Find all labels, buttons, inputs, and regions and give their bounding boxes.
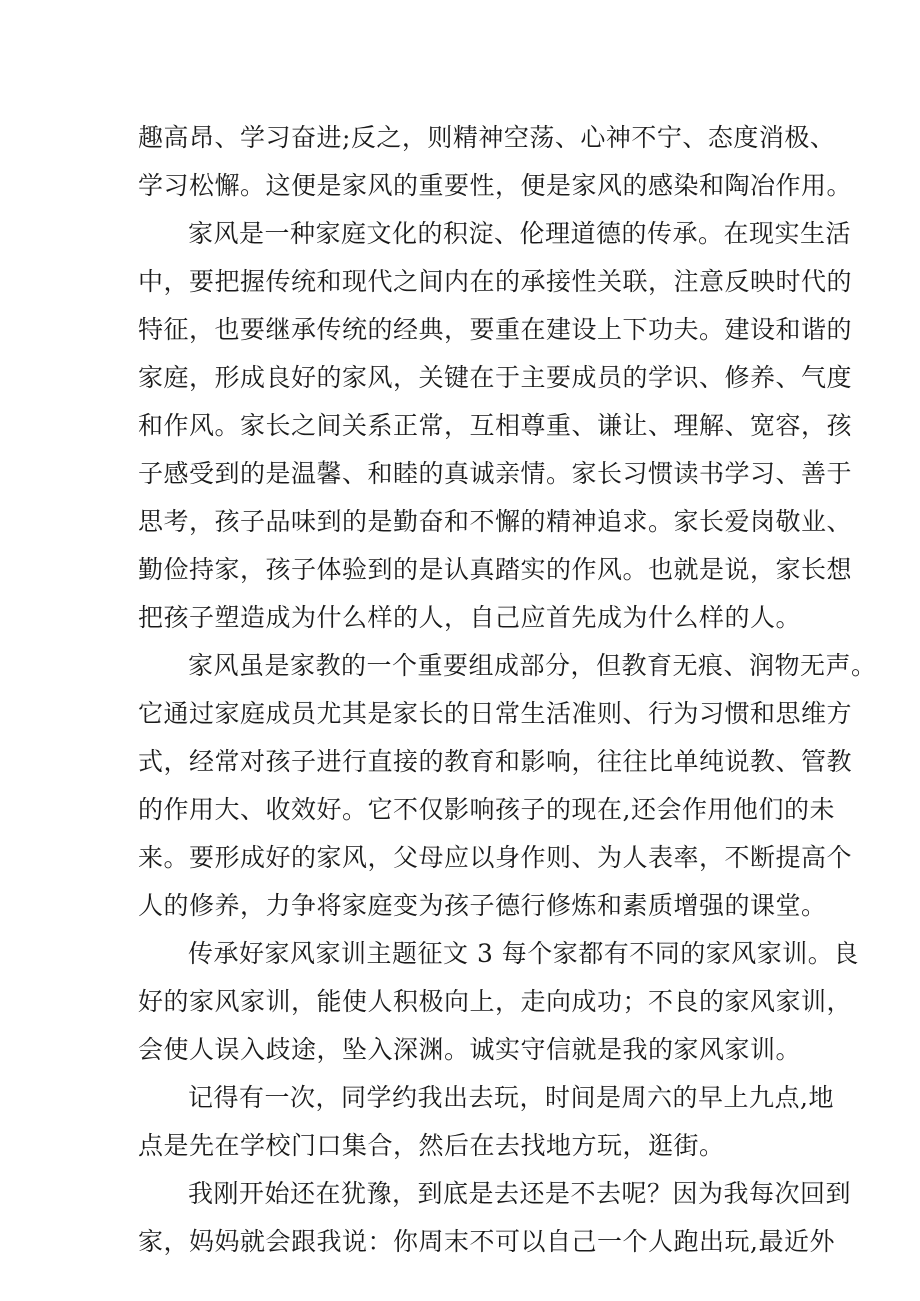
text-line: 中，要把握传统和现代之间内在的承接性关联，注意反映时代的 bbox=[138, 267, 853, 296]
text-line: 它通过家庭成员尤其是家长的日常生活准则、行为习惯和思维方 bbox=[138, 699, 853, 728]
text-line: 特征，也要继承传统的经典，要重在建设上下功夫。建设和谐的 bbox=[138, 315, 853, 344]
text-line: 式，经常对孩子进行直接的教育和影响，往往比单纯说教、管教 bbox=[138, 747, 853, 776]
text-line: 家庭，形成良好的家风，关键在于主要成员的学识、修养、气度 bbox=[138, 363, 853, 392]
text-line: 传承好家风家训主题征文 3 每个家都有不同的家风家训。良 bbox=[188, 939, 859, 968]
text-line: 家风虽是家教的一个重要组成部分，但教育无痕、润物无声。 bbox=[188, 651, 877, 680]
text-line: 点是先在学校门口集合，然后在去找地方玩，逛街。 bbox=[138, 1131, 725, 1160]
text-line: 学习松懈。这便是家风的重要性，便是家风的感染和陶冶作用。 bbox=[138, 171, 853, 200]
paragraph-3 bbox=[138, 642, 877, 930]
text-line: 把孩子塑造成为什么样的人，自己应首先成为什么样的人。 bbox=[138, 603, 802, 632]
paragraph-1 bbox=[138, 114, 853, 210]
text-line: 思考，孩子品味到的是勤奋和不懈的精神追求。家长爱岗敬业、 bbox=[138, 507, 853, 536]
paragraph-6 bbox=[138, 1170, 852, 1266]
text-line: 人的修养，力争将家庭变为孩子德行修炼和素质增强的课堂。 bbox=[138, 891, 827, 920]
body-text bbox=[138, 114, 877, 1266]
text-line: 来。要形成好的家风，父母应以身作则、为人表率，不断提高个 bbox=[138, 843, 853, 872]
text-line: 我刚开始还在犹豫，到底是去还是不去呢？因为我每次回到 bbox=[188, 1179, 852, 1208]
text-line: 勤俭持家，孩子体验到的是认真踏实的作风。也就是说，家长想 bbox=[138, 555, 853, 584]
text-line: 会使人误入歧途，坠入深渊。诚实守信就是我的家风家训。 bbox=[138, 1035, 802, 1064]
text-line: 的作用大、收效好。它不仅影响孩子的现在,还会作用他们的未 bbox=[138, 795, 835, 824]
text-line: 趣高昂、学习奋进;反之，则精神空荡、心神不宁、态度消极、 bbox=[138, 123, 836, 152]
text-line: 子感受到的是温馨、和睦的真诚亲情。家长习惯读书学习、善于 bbox=[138, 459, 853, 488]
text-line: 家，妈妈就会跟我说：你周末不可以自己一个人跑出玩,最近外 bbox=[138, 1227, 835, 1256]
paragraph-2 bbox=[138, 210, 853, 642]
text-line: 记得有一次，同学约我出去玩，时间是周六的早上九点,地 bbox=[188, 1083, 834, 1112]
paragraph-4 bbox=[138, 930, 859, 1074]
text-line: 家风是一种家庭文化的积淀、伦理道德的传承。在现实生活 bbox=[188, 219, 852, 248]
text-line: 好的家风家训，能使人积极向上，走向成功；不良的家风家训， bbox=[138, 987, 853, 1016]
paragraph-5 bbox=[138, 1074, 834, 1170]
text-line: 和作风。家长之间关系正常，互相尊重、谦让、理解、宽容，孩 bbox=[138, 411, 853, 440]
